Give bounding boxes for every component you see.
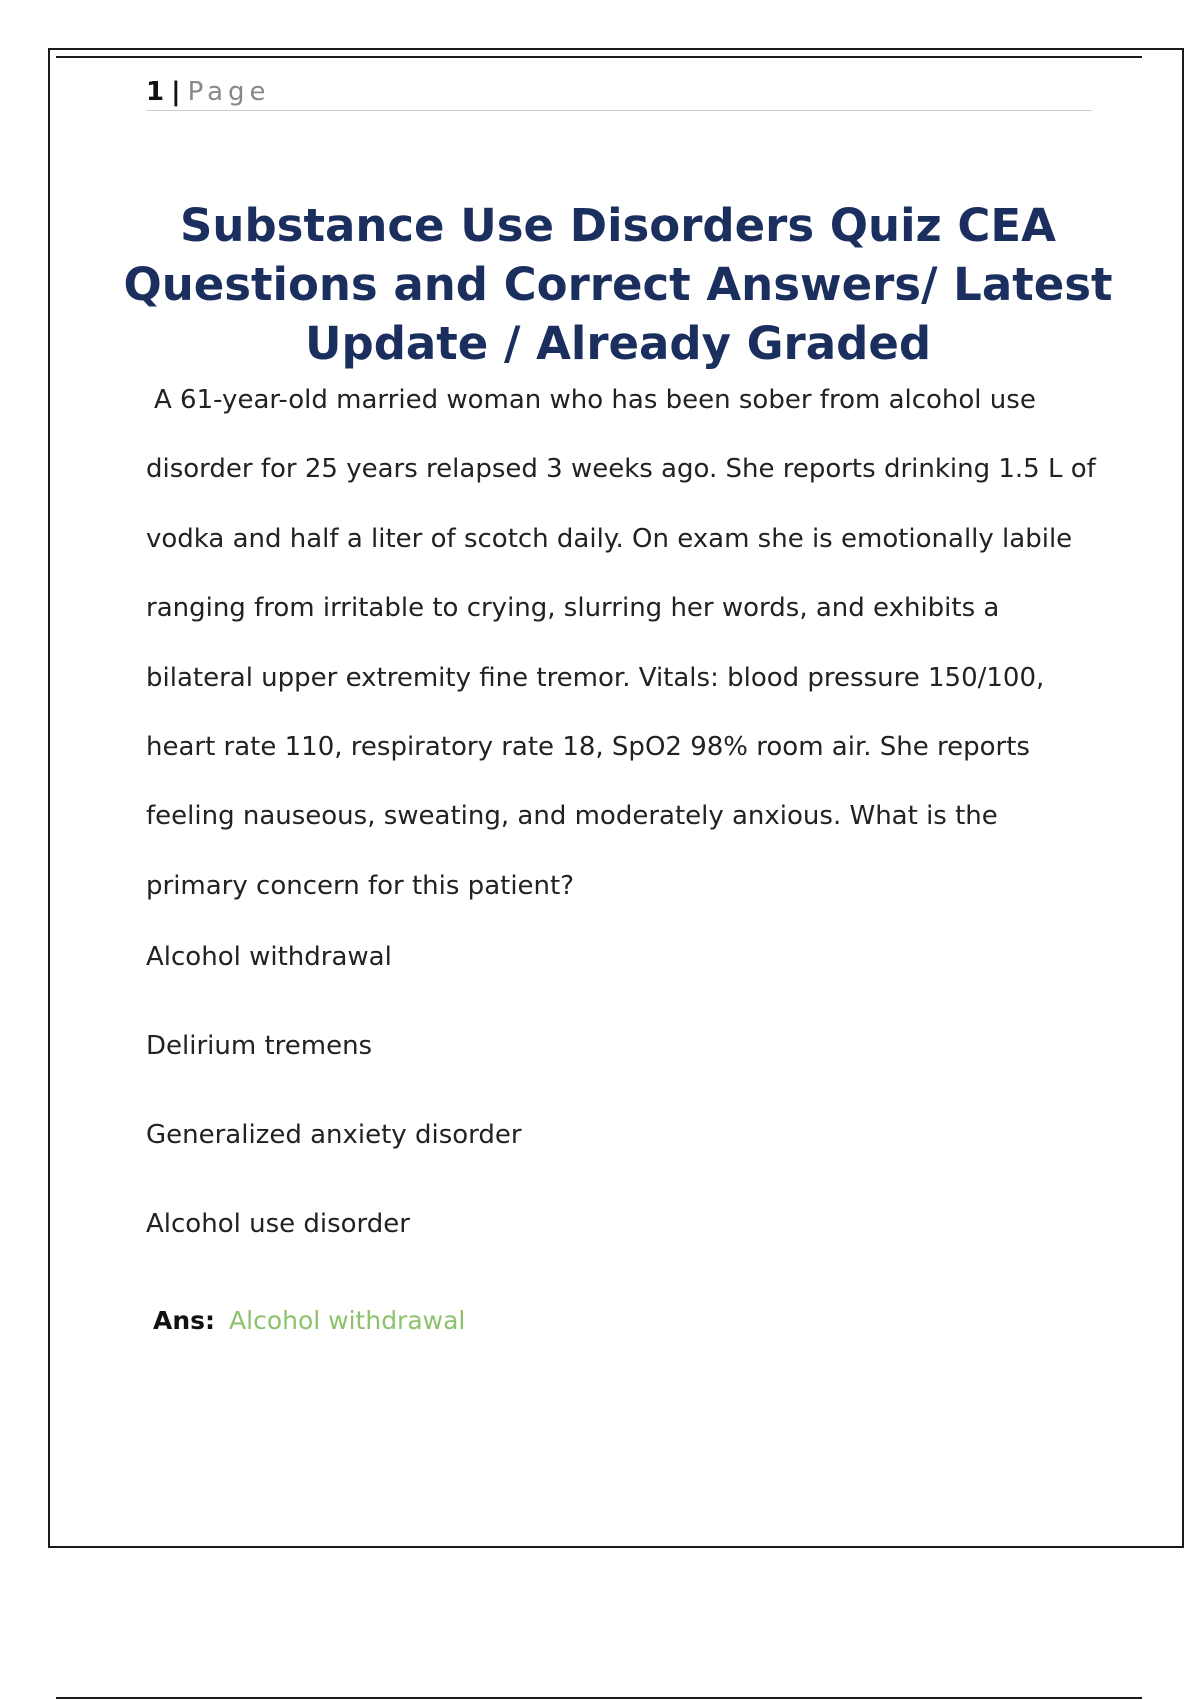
answer-options <box>146 940 1046 1296</box>
page-header <box>146 76 271 108</box>
option-item: Generalized anxiety disorder <box>146 1120 522 1150</box>
document-title: Substance Use Disorders Quiz CEA Questions and Correct Answers/ Latest Update / Already Graded <box>123 199 1113 370</box>
answer-value: Alcohol withdrawal <box>229 1306 466 1335</box>
answer-row <box>153 1304 465 1338</box>
option-item: Alcohol use disorder <box>146 1209 410 1239</box>
question-text: A 61-year-old married woman who has been sober from alcohol use disorder for 25 years relapsed 3 weeks ago. She reports drinking 1.5 L of vodka and half a liter of scotch daily. On exam she is emotionally labile ranging from irritable to crying, slurring her words, and exhibits a bilateral upper extremity fine tremor. Vitals: blood pressure 150/100, heart rate 110, respiratory rate 18, SpO2 98% room air. She reports feeling nauseous, sweating, and moderately anxious. What is the primary concern for this patient? <box>146 385 1096 901</box>
option-item: Delirium tremens <box>146 1031 373 1061</box>
header-rule <box>146 110 1092 111</box>
page-number: 1 <box>146 77 166 107</box>
header-separator: | <box>171 77 182 107</box>
bottom-rule <box>56 1697 1142 1699</box>
answer-label: Ans: <box>153 1306 216 1335</box>
option-item: Alcohol withdrawal <box>146 942 392 972</box>
frame-top-rule <box>56 56 1142 58</box>
page-label: Page <box>187 77 271 107</box>
